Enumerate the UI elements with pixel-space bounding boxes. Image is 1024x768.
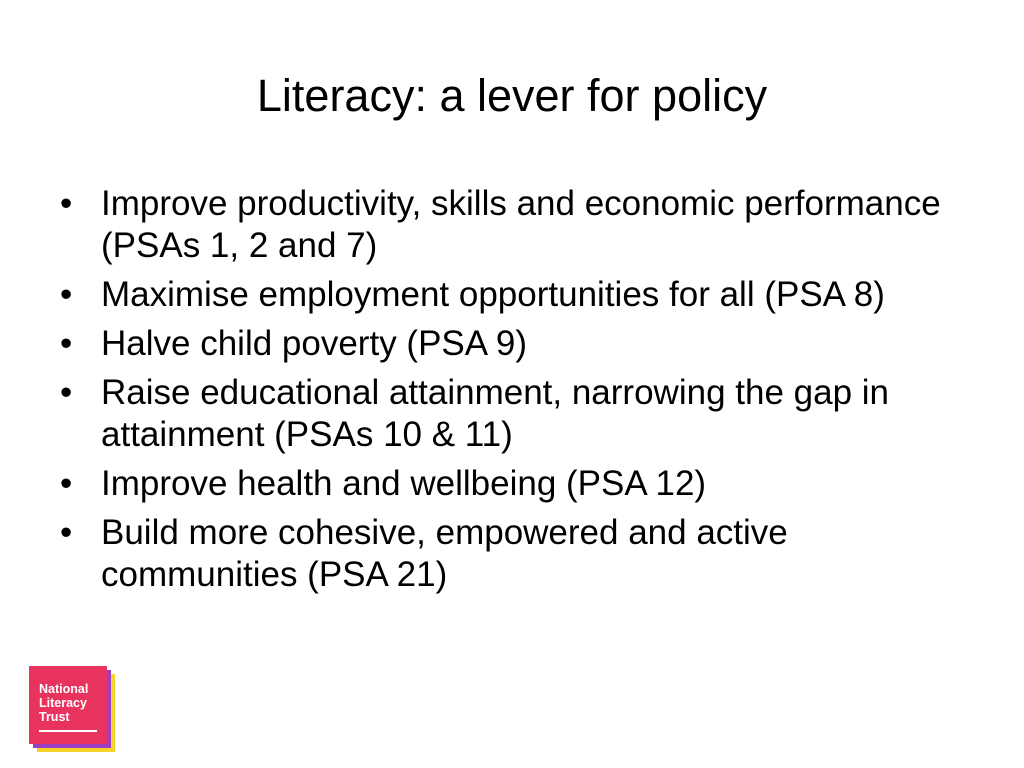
list-item <box>58 183 978 267</box>
bullet-icon: • <box>60 464 73 503</box>
list-item-text: Build more cohesive, empowered and active communities (PSA 21) <box>101 513 788 594</box>
list-item <box>58 512 978 596</box>
bullet-list <box>58 183 978 603</box>
list-item-text: Raise educational attainment, narrowing the gap in attainment (PSAs 10 & 11) <box>101 373 889 454</box>
logo-underline <box>39 730 97 732</box>
list-item <box>58 274 978 316</box>
bullet-icon: • <box>60 513 73 552</box>
list-item-text: Improve health and wellbeing (PSA 12) <box>101 464 707 503</box>
bullet-icon: • <box>60 324 73 363</box>
bullet-icon: • <box>60 275 73 314</box>
logo-front-layer <box>29 666 107 744</box>
logo-text-line: Literacy <box>39 696 87 710</box>
list-item <box>58 372 978 456</box>
slide-title: Literacy: a lever for policy <box>256 70 768 121</box>
list-item-text: Halve child poverty (PSA 9) <box>101 324 528 363</box>
list-item <box>58 463 978 505</box>
bullet-icon: • <box>60 184 73 223</box>
bullet-icon: • <box>60 373 73 412</box>
logo-text-line: Trust <box>39 710 70 724</box>
national-literacy-trust-logo <box>29 666 115 752</box>
list-item <box>58 323 978 365</box>
list-item-text: Improve productivity, skills and economic performance (PSAs 1, 2 and 7) <box>101 184 941 265</box>
list-item-text: Maximise employment opportunities for all (PSA 8) <box>101 275 885 314</box>
logo-text-line: National <box>39 682 89 696</box>
